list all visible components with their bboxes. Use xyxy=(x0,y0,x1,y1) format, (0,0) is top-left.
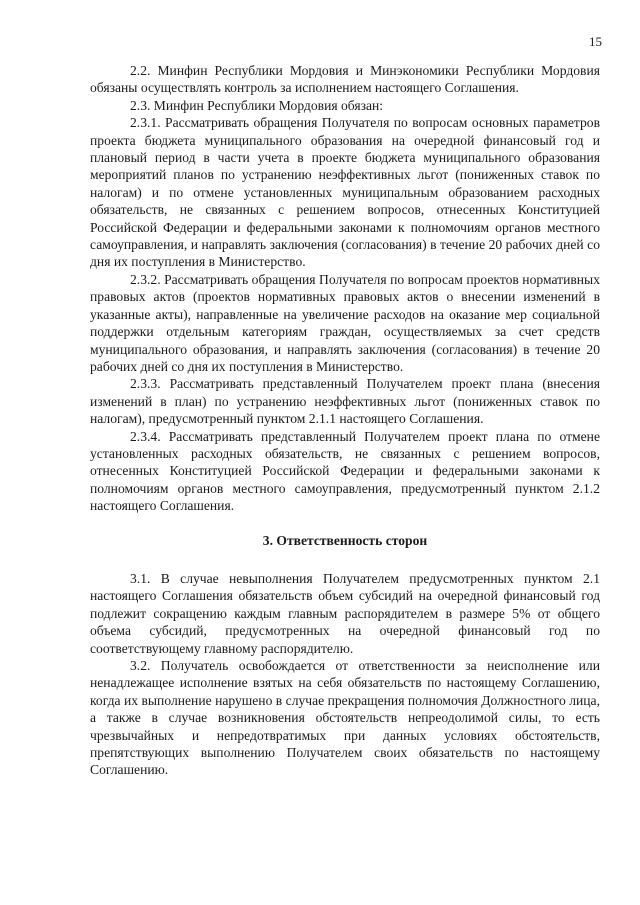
paragraph-2-3-2: 2.3.2. Рассматривать обращения Получателя по вопросам проектов нормативных правовых актов (проектов нормативных правовых актов о внесении изменений в указанные акты), направленные на увеличение расходов на оказание мер социальной поддержки отдельным категориям граждан, осуществляемых за счет средств муниципального образования, и направлять заключения (согласования) в течение 20 рабочих дней со дня их поступления в Министерство. xyxy=(90,271,600,374)
paragraph-2-3-4: 2.3.4. Рассматривать представленный Получателем проект плана по отмене установленных расходных обязательств, не связанных с решением вопросов, отнесенных Конституцией Российской Федерации и федеральными законами к полномочиям органов местного самоуправления, предусмотренный пунктом 2.1.2 настоящего Соглашения. xyxy=(90,428,600,514)
paragraph-2-3-1: 2.3.1. Рассматривать обращения Получателя по вопросам основных параметров проекта бюджета муниципального образования на очередной финансовый год и плановый период в части учета в проекте бюджета муниципального образования мероприятий планов по устранению неэффективных льгот (пониженных ставок по налогам) и по отмене установленных муниципальным образованием расходных обязательств, не связанных с решением вопросов, отнесенных Конституцией Российской Федерации и федеральными законами к полномочиям органов местного самоуправления, и направлять заключения (согласования) в течение 20 рабочих дней со дня их поступления в Министерство. xyxy=(90,115,600,270)
document-body xyxy=(90,62,600,779)
paragraph-3-1: 3.1. В случае невыполнения Получателем предусмотренных пунктом 2.1 настоящего Соглашения обязательств объем субсидий на очередной финансовый год подлежит сокращению каждым главным распорядителем в размере 5% от общего объема субсидий, предусмотренных на очередной финансовый год по соответствующему главному распорядителю. xyxy=(90,570,600,656)
paragraph-3-2: 3.2. Получатель освобождается от ответственности за неисполнение или ненадлежащее исполнение взятых на себя обязательств по настоящему Соглашению, когда их выполнение нарушено в случае прекращения полномочия Должностного лица, а также в случае возникновения обстоятельств непреодолимой силы, то есть чрезвычайных и непредотвратимых при данных условиях обстоятельств, препятствующих выполнению Получателем своих обязательств по настоящему Соглашению. xyxy=(90,658,600,778)
paragraph-2-3-3: 2.3.3. Рассматривать представленный Получателем проект плана (внесения изменений в план) по устранению неэффективных льгот (пониженных ставок по налогам), предусмотренный пунктом 2.1.1 настоящего Соглашения. xyxy=(90,376,600,427)
page-number: 15 xyxy=(589,34,602,49)
paragraph-2-2: 2.2. Минфин Республики Мордовия и Минэкономики Республики Мордовия обязаны осуществлять контроль за исполнением настоящего Соглашения. xyxy=(90,63,600,96)
section-heading: 3. Ответственность сторон xyxy=(262,532,428,548)
paragraph-2-3: 2.3. Минфин Республики Мордовия обязан: xyxy=(130,97,384,113)
